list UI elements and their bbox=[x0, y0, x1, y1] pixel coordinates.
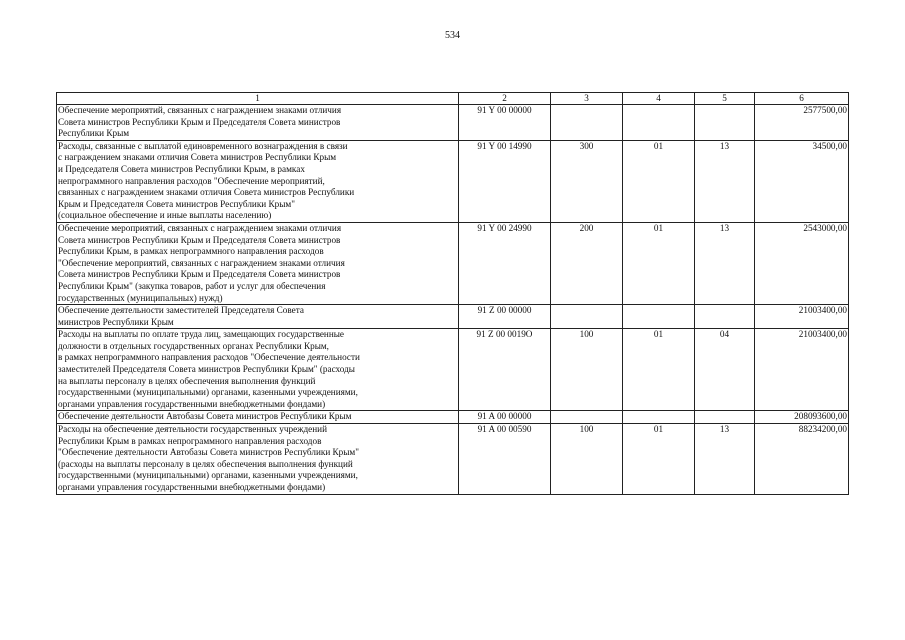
row-amount: 2543000,00 bbox=[755, 222, 849, 304]
row-vr bbox=[551, 105, 623, 141]
row-vr bbox=[551, 305, 623, 329]
row-vr: 100 bbox=[551, 329, 623, 411]
table-row bbox=[57, 140, 849, 222]
row-code: 91 A 00 00000 bbox=[459, 411, 551, 424]
row-code: 91 Y 00 00000 bbox=[459, 105, 551, 141]
row-rz: 01 bbox=[623, 222, 695, 304]
header-col-2: 2 bbox=[459, 93, 551, 105]
row-pr bbox=[695, 411, 755, 424]
row-vr: 100 bbox=[551, 424, 623, 495]
row-name: Расходы на выплаты по оплате труда лиц, замещающих государственные должности в отдельных государственных органах Республики Крым, в рамках непрограммного направления расходов "Обеспечение деятельности заместителей Председателя Совета министров Республики Крым" (расходы на выплаты персоналу в целях обеспечения выполнения функций государственными (муниципальными) органами, казенными учреждениями, органами управления государственными внебюджетными фондами) bbox=[57, 329, 459, 411]
page-number: 534 bbox=[445, 30, 460, 41]
row-name: Расходы на обеспечение деятельности государственных учреждений Республики Крым в рамках непрограммного направления расходов "Обеспечение деятельности Автобазы Совета министров Республики Крым" (расходы на выплаты персоналу в целях обеспечения выполнения функций государственными (муниципальными) органами, казенными учреждениями, органами управления государственными внебюджетными фондами) bbox=[57, 424, 459, 495]
table-row bbox=[57, 329, 849, 411]
header-col-4: 4 bbox=[623, 93, 695, 105]
row-rz: 01 bbox=[623, 140, 695, 222]
table-row bbox=[57, 424, 849, 495]
table-row bbox=[57, 222, 849, 304]
row-rz bbox=[623, 305, 695, 329]
row-code: 91 Y 00 14990 bbox=[459, 140, 551, 222]
row-code: 91 Z 00 00000 bbox=[459, 305, 551, 329]
row-code: 91 A 00 00590 bbox=[459, 424, 551, 495]
table-row bbox=[57, 105, 849, 141]
row-rz bbox=[623, 411, 695, 424]
header-row bbox=[57, 93, 849, 105]
row-amount: 2577500,00 bbox=[755, 105, 849, 141]
row-amount: 34500,00 bbox=[755, 140, 849, 222]
row-code: 91 Z 00 0019O bbox=[459, 329, 551, 411]
row-rz: 01 bbox=[623, 329, 695, 411]
row-pr: 13 bbox=[695, 424, 755, 495]
row-name: Расходы, связанные с выплатой единовременного вознаграждения в связи с награждением знаками отличия Совета министров Республики Крым и Председателя Совета министров Республики Крым, в рамках непрограммного направления расходов "Обеспечение мероприятий, связанных с награждением знаками отличия Совета министров Республики Крым и Председателя Совета министров Республики Крым" (социальное обеспечение и иные выплаты населению) bbox=[57, 140, 459, 222]
row-amount: 88234200,00 bbox=[755, 424, 849, 495]
row-pr bbox=[695, 305, 755, 329]
row-rz: 01 bbox=[623, 424, 695, 495]
row-code: 91 Y 00 24990 bbox=[459, 222, 551, 304]
row-rz bbox=[623, 105, 695, 141]
row-vr: 200 bbox=[551, 222, 623, 304]
row-vr bbox=[551, 411, 623, 424]
header-col-6: 6 bbox=[755, 93, 849, 105]
table-row bbox=[57, 305, 849, 329]
header-col-3: 3 bbox=[551, 93, 623, 105]
header-col-5: 5 bbox=[695, 93, 755, 105]
row-name: Обеспечение деятельности Автобазы Совета министров Республики Крым bbox=[57, 411, 459, 424]
row-amount: 208093600,00 bbox=[755, 411, 849, 424]
row-vr: 300 bbox=[551, 140, 623, 222]
row-pr: 13 bbox=[695, 222, 755, 304]
row-pr bbox=[695, 105, 755, 141]
row-amount: 21003400,00 bbox=[755, 305, 849, 329]
row-name: Обеспечение мероприятий, связанных с награждением знаками отличия Совета министров Республики Крым и Председателя Совета министров Республики Крым bbox=[57, 105, 459, 141]
row-pr: 13 bbox=[695, 140, 755, 222]
row-amount: 21003400,00 bbox=[755, 329, 849, 411]
row-pr: 04 bbox=[695, 329, 755, 411]
row-name: Обеспечение мероприятий, связанных с награждением знаками отличия Совета министров Республики Крым и Председателя Совета министров Республики Крым, в рамках непрограммного направления расходов "Обеспечение мероприятий, связанных с награждением знаками отличия Совета министров Республики Крым и Председателя Совета министров Республики Крым" (закупка товаров, работ и услуг для обеспечения государственных (муниципальных) нужд) bbox=[57, 222, 459, 304]
budget-table bbox=[56, 92, 849, 495]
row-name: Обеспечение деятельности заместителей Председателя Совета министров Республики Крым bbox=[57, 305, 459, 329]
table-row bbox=[57, 411, 849, 424]
header-col-1: 1 bbox=[57, 93, 459, 105]
